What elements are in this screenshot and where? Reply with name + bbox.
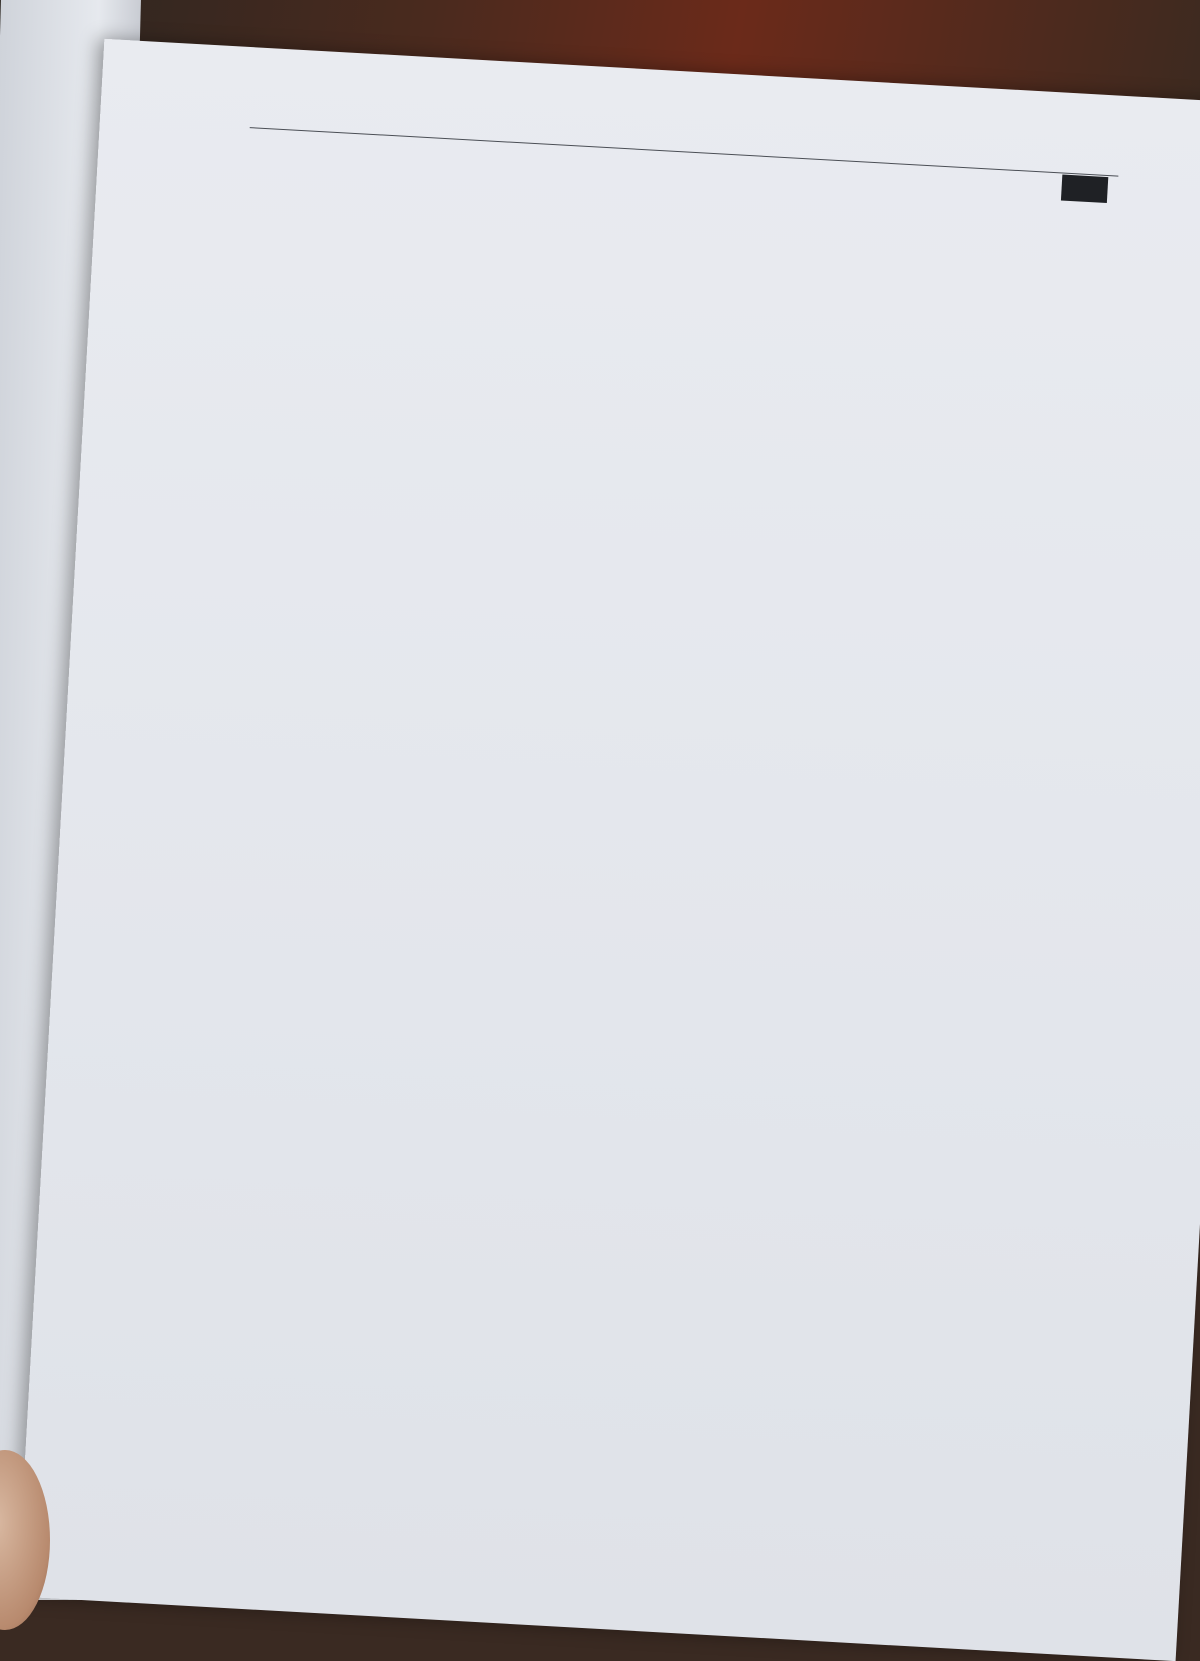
book-page (17, 39, 1200, 1661)
page-number-roman (1061, 175, 1108, 204)
table-of-contents (246, 127, 1118, 241)
